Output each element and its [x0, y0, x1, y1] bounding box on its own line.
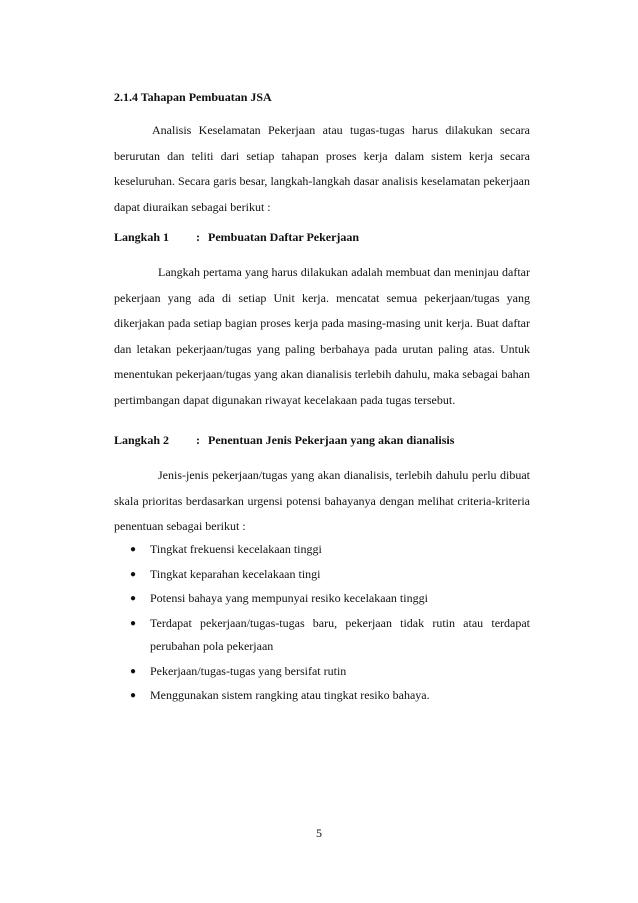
step2-label: Langkah 2	[114, 433, 170, 447]
list-item: ● Tingkat keparahan kecelakaan tingi	[114, 563, 530, 587]
intro-paragraph: Analisis Keselamatan Pekerjaan atau tugas-tugas harus dilakukan secara berurutan dan teliti dari setiap tahapan proses kerja dalam sistem kerja secara keseluruhan. Secara garis besar, langkah-langkah dasar analisis keselamatan pekerjaan dapat diuraikan sebagai berikut :	[114, 123, 530, 214]
step1-paragraph: Langkah pertama yang harus dilakukan adalah membuat dan meninjau daftar pekerjaan yang ada di setiap Unit kerja. mencatat semua pekerjaan/tugas yang dikerjakan pada setiap bagian proses kerja pada masing-masing unit kerja. Buat daftar dan letakan pekerjaan/tugas yang paling berbahaya pada urutan paling atas. Untuk menentukan pekerjaan/tugas yang akan dianalisis terlebih dahulu, maka sebagai bahan pertimbangan dapat digunakan riwayat kecelakaan pada tugas tersebut.	[114, 265, 530, 407]
list-item: ● Terdapat pekerjaan/tugas-tugas baru, pekerjaan tidak rutin atau terdapat perubahan pola pekerjaan	[114, 612, 530, 659]
bullet-icon: ●	[130, 617, 137, 629]
step1-label: Langkah 1	[114, 230, 170, 244]
bullet-icon: ●	[130, 544, 137, 555]
bullet-icon: ●	[130, 568, 137, 580]
step2-paragraph: Jenis-jenis pekerjaan/tugas yang akan dianalisis, terlebih dahulu perlu dibuat skala prioritas berdasarkan urgensi potensi bahayanya dengan melihat criteria-kriteria penentuan sebagai berikut :	[114, 468, 530, 533]
list-item: ● Menggunakan sistem rangking atau tingkat resiko bahaya.	[114, 684, 530, 708]
list-item: ● Potensi bahaya yang mempunyai resiko kecelakaan tinggi	[114, 587, 530, 611]
list-item: ● Tingkat frekuensi kecelakaan tinggi	[114, 538, 530, 562]
step1-title: Pembuatan Daftar Pekerjaan	[208, 230, 360, 244]
page-number: 5	[316, 826, 322, 840]
criteria-list	[114, 538, 530, 709]
step2-colon: :	[196, 433, 200, 447]
bullet-icon: ●	[130, 665, 137, 677]
step2-title: Penentuan Jenis Pekerjaan yang akan dianalisis	[208, 433, 455, 447]
bullet-icon: ●	[130, 690, 137, 701]
step1-colon: :	[196, 230, 200, 244]
list-item: ● Pekerjaan/tugas-tugas yang bersifat rutin	[114, 660, 530, 684]
step2-heading	[114, 433, 454, 448]
step1-heading	[114, 230, 359, 245]
bullet-icon: ●	[130, 593, 137, 604]
section-title: 2.1.4 Tahapan Pembuatan JSA	[114, 90, 272, 104]
